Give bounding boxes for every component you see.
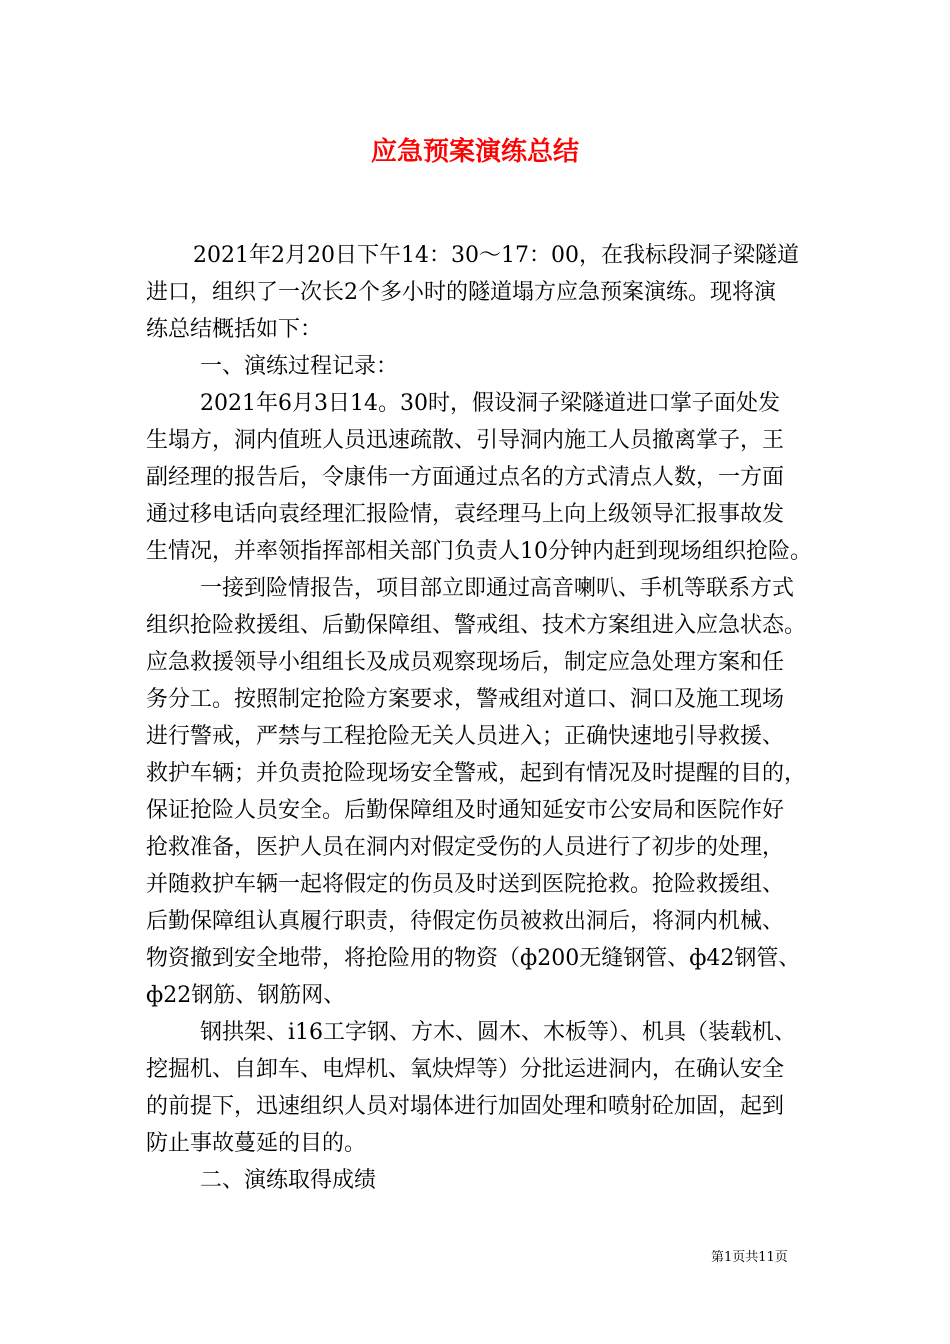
body-line: 救护车辆；并负责抢险现场安全警戒，起到有情况及时提醒的目的， <box>146 761 807 786</box>
body-line: 练总结概括如下： <box>146 317 323 342</box>
body-line: 应急救援领导小组组长及成员观察现场后，制定应急处理方案和任 <box>146 650 785 675</box>
page-number: 第1页共11页 <box>711 1250 788 1265</box>
body-line: 钢拱架、i16工字钢、方木、圆木、木板等）、机具（装载机、 <box>200 1020 797 1045</box>
body-line: 抢救准备，医护人员在洞内对假定受伤的人员进行了初步的处理， <box>146 835 785 860</box>
body-line: 副经理的报告后，令康伟一方面通过点名的方式清点人数，一方面 <box>146 465 785 490</box>
body-line: 2021年2月20日下午14：30～17：00，在我标段洞子梁隧道 <box>193 243 799 268</box>
body-line: 保证抢险人员安全。后勤保障组及时通知延安市公安局和医院作好 <box>146 798 785 823</box>
body-line: 一接到险情报告，项目部立即通过高音喇叭、手机等联系方式 <box>200 576 795 601</box>
section-heading: 二、演练取得成绩 <box>200 1168 377 1193</box>
body-line: 生塌方，洞内值班人员迅速疏散、引导洞内施工人员撤离掌子，王 <box>146 428 785 453</box>
body-line: 2021年6月3日14。30时，假设洞子梁隧道进口掌子面处发 <box>200 391 780 416</box>
body-line: 务分工。按照制定抢险方案要求，警戒组对道口、洞口及施工现场 <box>146 687 785 712</box>
body-line: 的前提下，迅速组织人员对塌体进行加固处理和喷射砼加固，起到 <box>146 1094 785 1119</box>
document-title: 应急预案演练总结 <box>370 137 579 167</box>
body-line: 并随救护车辆一起将假定的伤员及时送到医院抢救。抢险救援组、 <box>146 872 785 897</box>
body-line: ф22钢筋、钢筋网、 <box>146 983 346 1008</box>
body-line: 物资撤到安全地带，将抢险用的物资（ф200无缝钢管、ф42钢管、 <box>146 946 801 971</box>
body-line: 组织抢险救援组、后勤保障组、警戒组、技术方案组进入应急状态。 <box>146 613 807 638</box>
body-line: 进行警戒，严禁与工程抢险无关人员进入；正确快速地引导救援、 <box>146 724 785 749</box>
body-line: 通过移电话向袁经理汇报险情，袁经理马上向上级领导汇报事故发 <box>146 502 785 527</box>
body-line: 挖掘机、自卸车、电焊机、氧炔焊等）分批运进洞内，在确认安全 <box>146 1057 785 1082</box>
body-line: 进口，组织了一次长2个多小时的隧道塌方应急预案演练。现将演 <box>146 280 776 305</box>
body-line: 防止事故蔓延的目的。 <box>146 1131 367 1156</box>
body-line: 后勤保障组认真履行职责，待假定伤员被救出洞后，将洞内机械、 <box>146 909 785 934</box>
body-line: 生情况，并率领指挥部相关部门负责人10分钟内赶到现场组织抢险。 <box>146 539 812 564</box>
section-heading: 一、演练过程记录： <box>200 354 399 379</box>
